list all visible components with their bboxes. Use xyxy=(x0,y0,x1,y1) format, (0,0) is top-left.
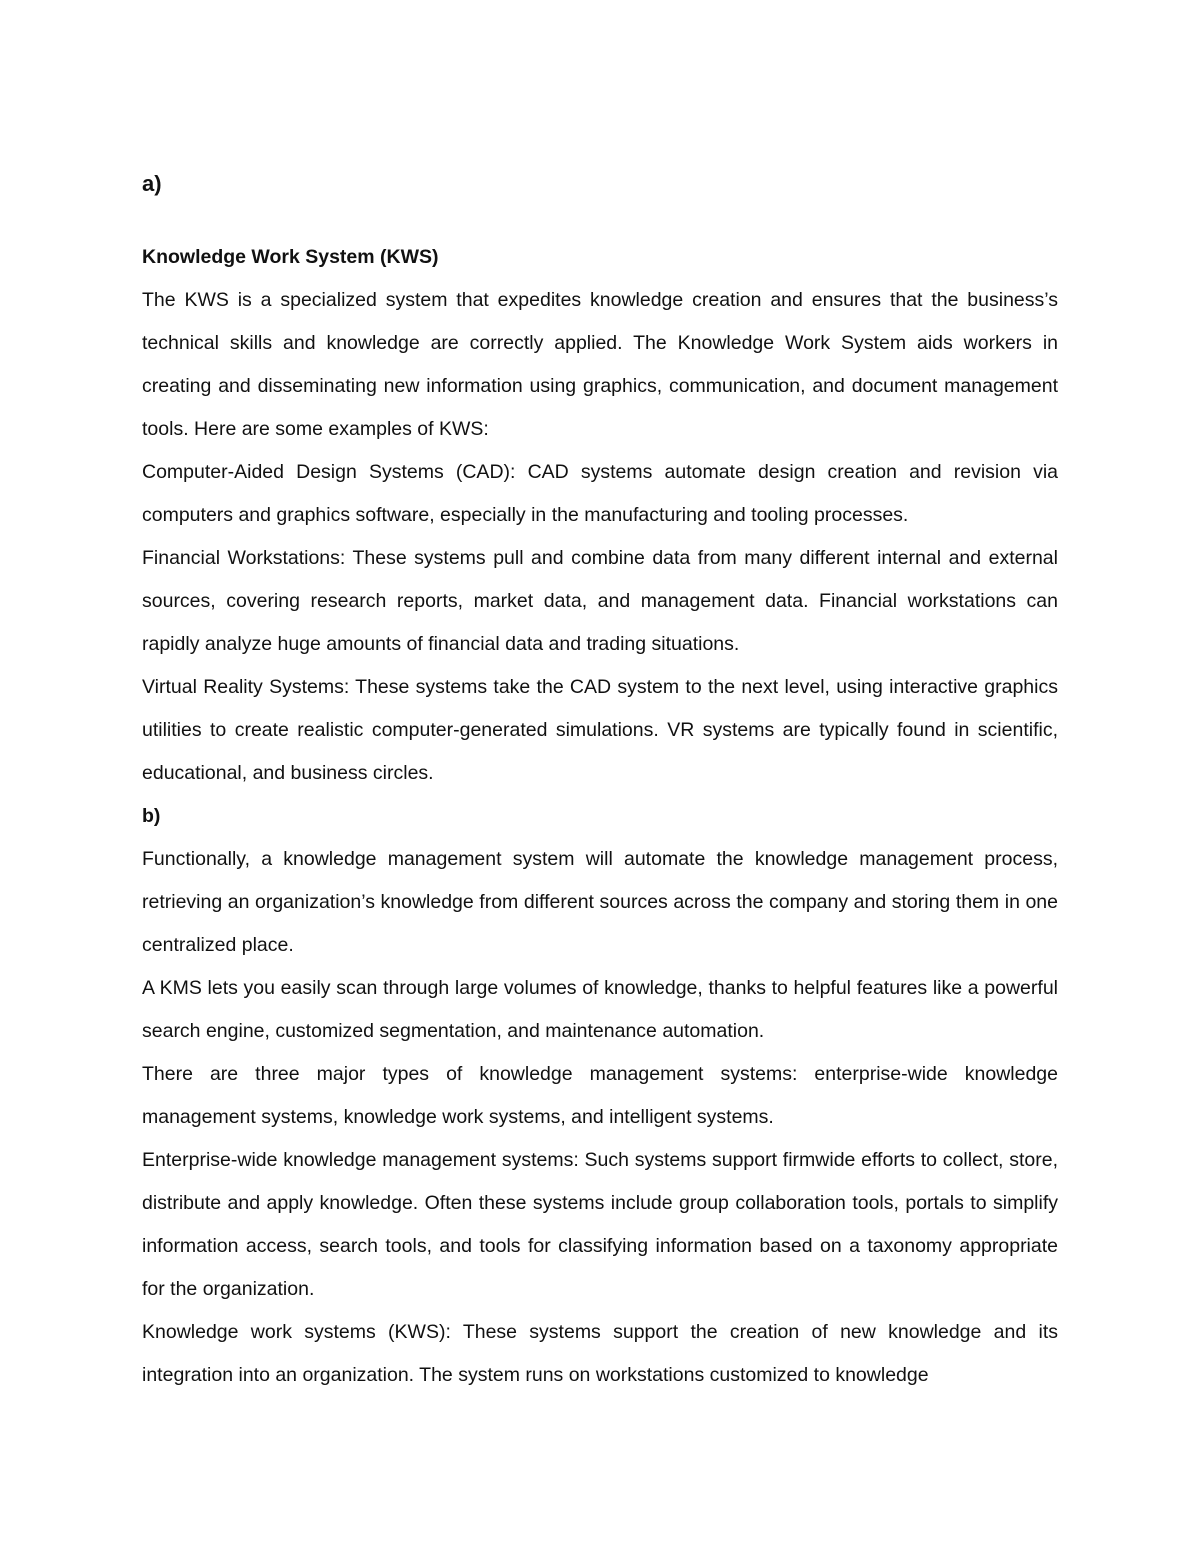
kms-types-paragraph: There are three major types of knowledge management systems: enterprise-wide knowledge management systems, knowledge work systems, and intelligent systems. xyxy=(142,1063,1058,1128)
document-page xyxy=(142,160,1058,1397)
part-a-label: a) xyxy=(142,171,162,196)
kws-systems-paragraph: Knowledge work systems (KWS): These systems support the creation of new knowledge and its integration into an organization. The system runs on workstations customized to knowledge xyxy=(142,1321,1058,1386)
vr-systems-paragraph: Virtual Reality Systems: These systems take the CAD system to the next level, using interactive graphics utilities to create realistic computer-generated simulations. VR systems are typically found in scientific, educational, and business circles. xyxy=(142,676,1058,784)
financial-workstations-paragraph: Financial Workstations: These systems pull and combine data from many different internal and external sources, covering research reports, market data, and management data. Financial workstations can rapidly analyze huge amounts of financial data and trading situations. xyxy=(142,547,1058,655)
part-b-label: b) xyxy=(142,805,161,827)
cad-paragraph: Computer-Aided Design Systems (CAD): CAD systems automate design creation and revision via computers and graphics software, especially in the manufacturing and tooling processes. xyxy=(142,461,1058,526)
enterprise-kms-paragraph: Enterprise-wide knowledge management systems: Such systems support firmwide efforts to collect, store, distribute and apply knowledge. Often these systems include group collaboration tools, portals to simplify information access, search tools, and tools for classifying information based on a taxonomy appropriate for the organization. xyxy=(142,1149,1058,1300)
kws-intro-paragraph: The KWS is a specialized system that expedites knowledge creation and ensures that the business’s technical skills and knowledge are correctly applied. The Knowledge Work System aids workers in creating and disseminating new information using graphics, communication, and document management tools. Here are some examples of KWS: xyxy=(142,289,1058,440)
kms-function-paragraph: Functionally, a knowledge management system will automate the knowledge management process, retrieving an organization’s knowledge from different sources across the company and storing them in one centralized place. xyxy=(142,848,1058,956)
kws-section-title: Knowledge Work System (KWS) xyxy=(142,246,439,268)
kms-features-paragraph: A KMS lets you easily scan through large volumes of knowledge, thanks to helpful features like a powerful search engine, customized segmentation, and maintenance automation. xyxy=(142,977,1058,1042)
